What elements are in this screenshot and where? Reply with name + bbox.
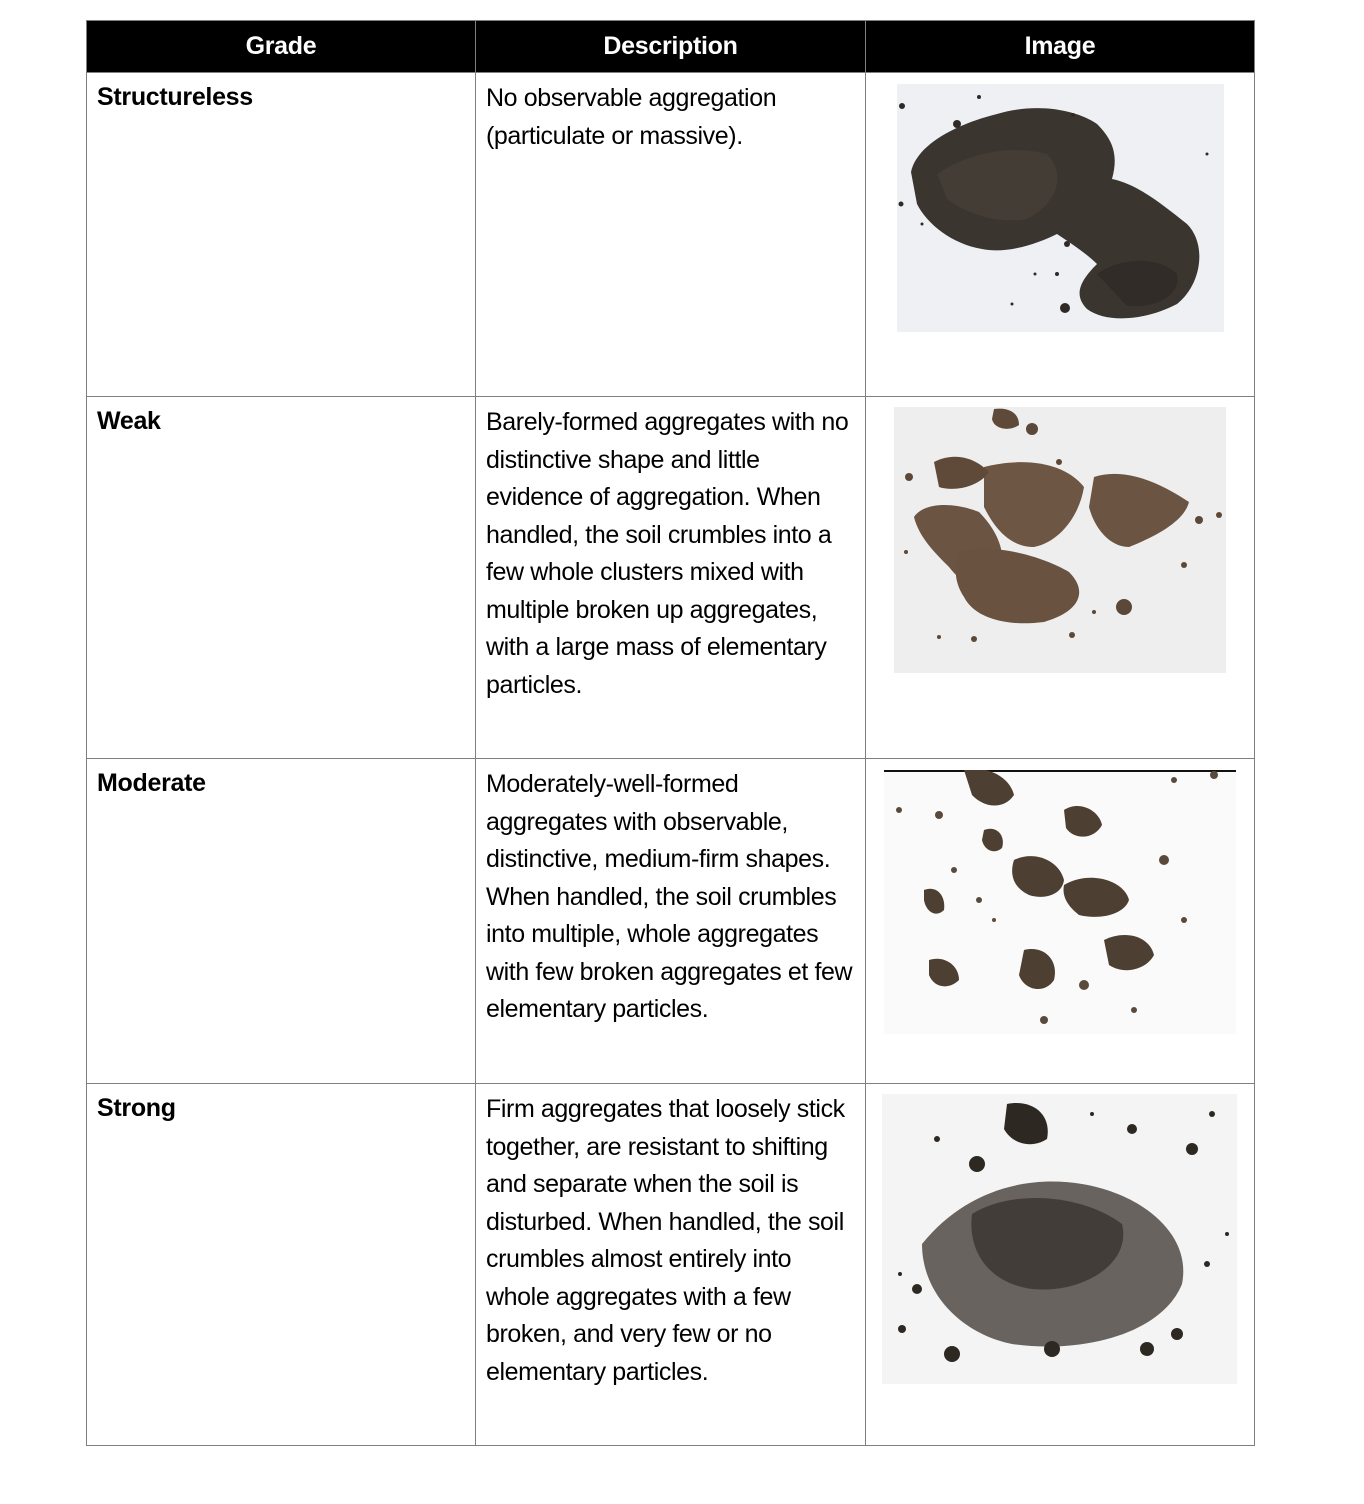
header-image: Image [866,21,1255,73]
grade-cell: Structureless [87,73,476,397]
header-description: Description [476,21,866,73]
description-cell: Moderately-well-formed aggregates with observable, distinctive, medium-firm shapes. When handled, the soil crumbles into multiple, whole aggregates with few broken aggregates et few elementary particles. [476,759,866,1084]
table-row [87,1084,1255,1446]
image-cell [866,759,1255,1084]
description-cell: Barely-formed aggregates with no distinctive shape and little evidence of aggregation. When handled, the soil crumbles into a few whole clusters mixed with multiple broken up aggregates, with a large mass of elementary particles. [476,397,866,759]
image-cell [866,1084,1255,1446]
table-row [87,759,1255,1084]
table-header-row [87,21,1255,73]
image-cell [866,397,1255,759]
description-cell: Firm aggregates that loosely stick together, are resistant to shifting and separate when the soil is disturbed. When handled, the soil crumbles almost entirely into whole aggregates with a few broken, and very few or no elementary particles. [476,1084,866,1446]
soil-photo-moderate [884,770,1236,1034]
table-row [87,397,1255,759]
grade-cell: Strong [87,1084,476,1446]
grade-cell: Weak [87,397,476,759]
header-grade: Grade [87,21,476,73]
soil-structure-grade-table [86,20,1255,1446]
description-cell: No observable aggregation (particulate or massive). [476,73,866,397]
soil-photo-weak [894,407,1226,673]
soil-photo-strong [882,1094,1237,1384]
grade-cell: Moderate [87,759,476,1084]
image-cell [866,73,1255,397]
table-row [87,73,1255,397]
soil-photo-structureless [897,84,1224,332]
